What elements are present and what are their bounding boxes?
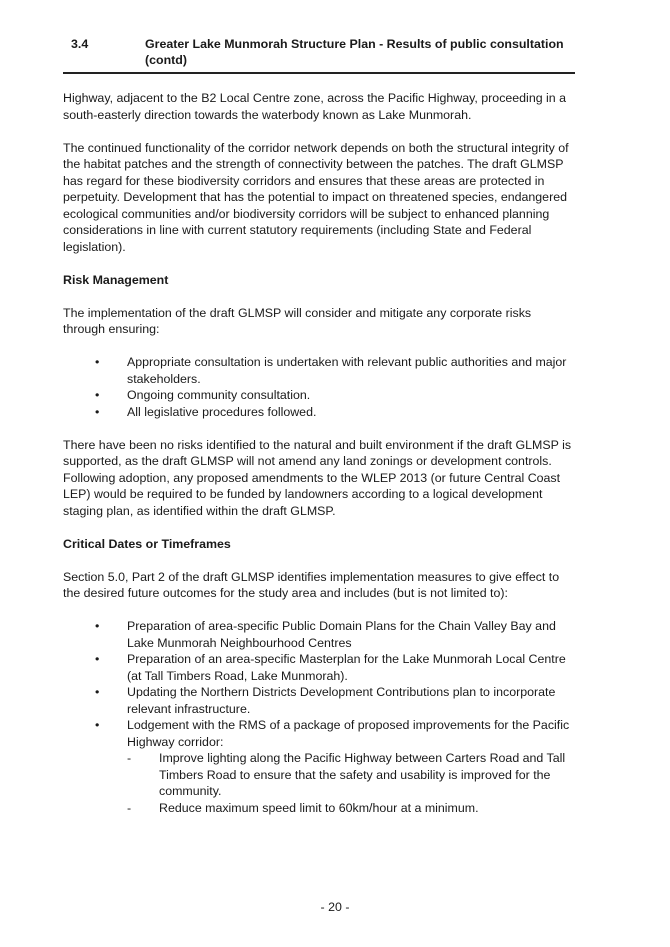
heading-critical-dates: Critical Dates or Timeframes [63, 536, 231, 551]
paragraph: The continued functionality of the corridor network depends on both the structural integrity of the habitat patches and the strength of connectivity between the patches. The draft GLMSP has regard for these biodiversity corridors and ensures that these areas are protected in perpetuity. Development that has the potential to impact on threatened species, endangered ecological communities and/or biodiversity corridors will be subject to enhanced planning considerations in line with current statutory requirements (including State and Federal legislation). [63, 140, 569, 254]
list-item-text: Lodgement with the RMS of a package of proposed improvements for the Pacific Highway corridor: [127, 718, 570, 749]
section-header [63, 36, 575, 74]
list-item: • Updating the Northern Districts Development Contributions plan to incorporate relevant infrastructure. [63, 684, 575, 717]
paragraph: Section 5.0, Part 2 of the draft GLMSP identifies implementation measures to give effect to the desired future outcomes for the study area and includes (but is not limited to): [63, 569, 560, 600]
heading-risk-management: Risk Management [63, 272, 169, 287]
paragraph: Highway, adjacent to the B2 Local Centre zone, across the Pacific Highway, proceeding in a south-easterly direction towards the waterbody known as Lake Munmorah. [63, 91, 567, 122]
document-page [63, 36, 575, 833]
page-number: - 20 - [320, 900, 350, 914]
list-item: • Appropriate consultation is undertaken with relevant public authorities and major stakeholders. [63, 354, 575, 387]
sub-list-item: - Improve lighting along the Pacific Highway between Carters Road and Tall Timbers Road to ensure that the safety and usability is improved for the community. [127, 750, 575, 800]
list-item: • Preparation of an area-specific Masterplan for the Lake Munmorah Local Centre (at Tall Timbers Road, Lake Munmorah). [63, 651, 575, 684]
list-item: • Preparation of area-specific Public Domain Plans for the Chain Valley Bay and Lake Munmorah Neighbourhood Centres [63, 618, 575, 651]
risk-bullet-list [63, 354, 575, 420]
list-item: • Ongoing community consultation. [63, 387, 575, 404]
sub-list [127, 750, 575, 816]
body-content [63, 74, 575, 816]
list-item: • All legislative procedures followed. [63, 404, 575, 421]
paragraph: There have been no risks identified to the natural and built environment if the draft GLMSP is supported, as the draft GLMSP will not amend any land zonings or development controls. Following adoption, any proposed amendments to the WLEP 2013 (or future Central Coast LEP) would be required to be funded by landowners according to a logical development staging plan, as identified within the draft GLMSP. [63, 437, 572, 518]
dates-bullet-list [63, 618, 575, 816]
paragraph: The implementation of the draft GLMSP will consider and mitigate any corporate risks through ensuring: [63, 305, 532, 336]
list-item [63, 717, 575, 816]
sub-list-item: - Reduce maximum speed limit to 60km/hour at a minimum. [127, 800, 575, 817]
section-number: 3.4 [71, 37, 89, 51]
section-title: Greater Lake Munmorah Structure Plan - Results of public consultation (contd) [145, 37, 564, 67]
